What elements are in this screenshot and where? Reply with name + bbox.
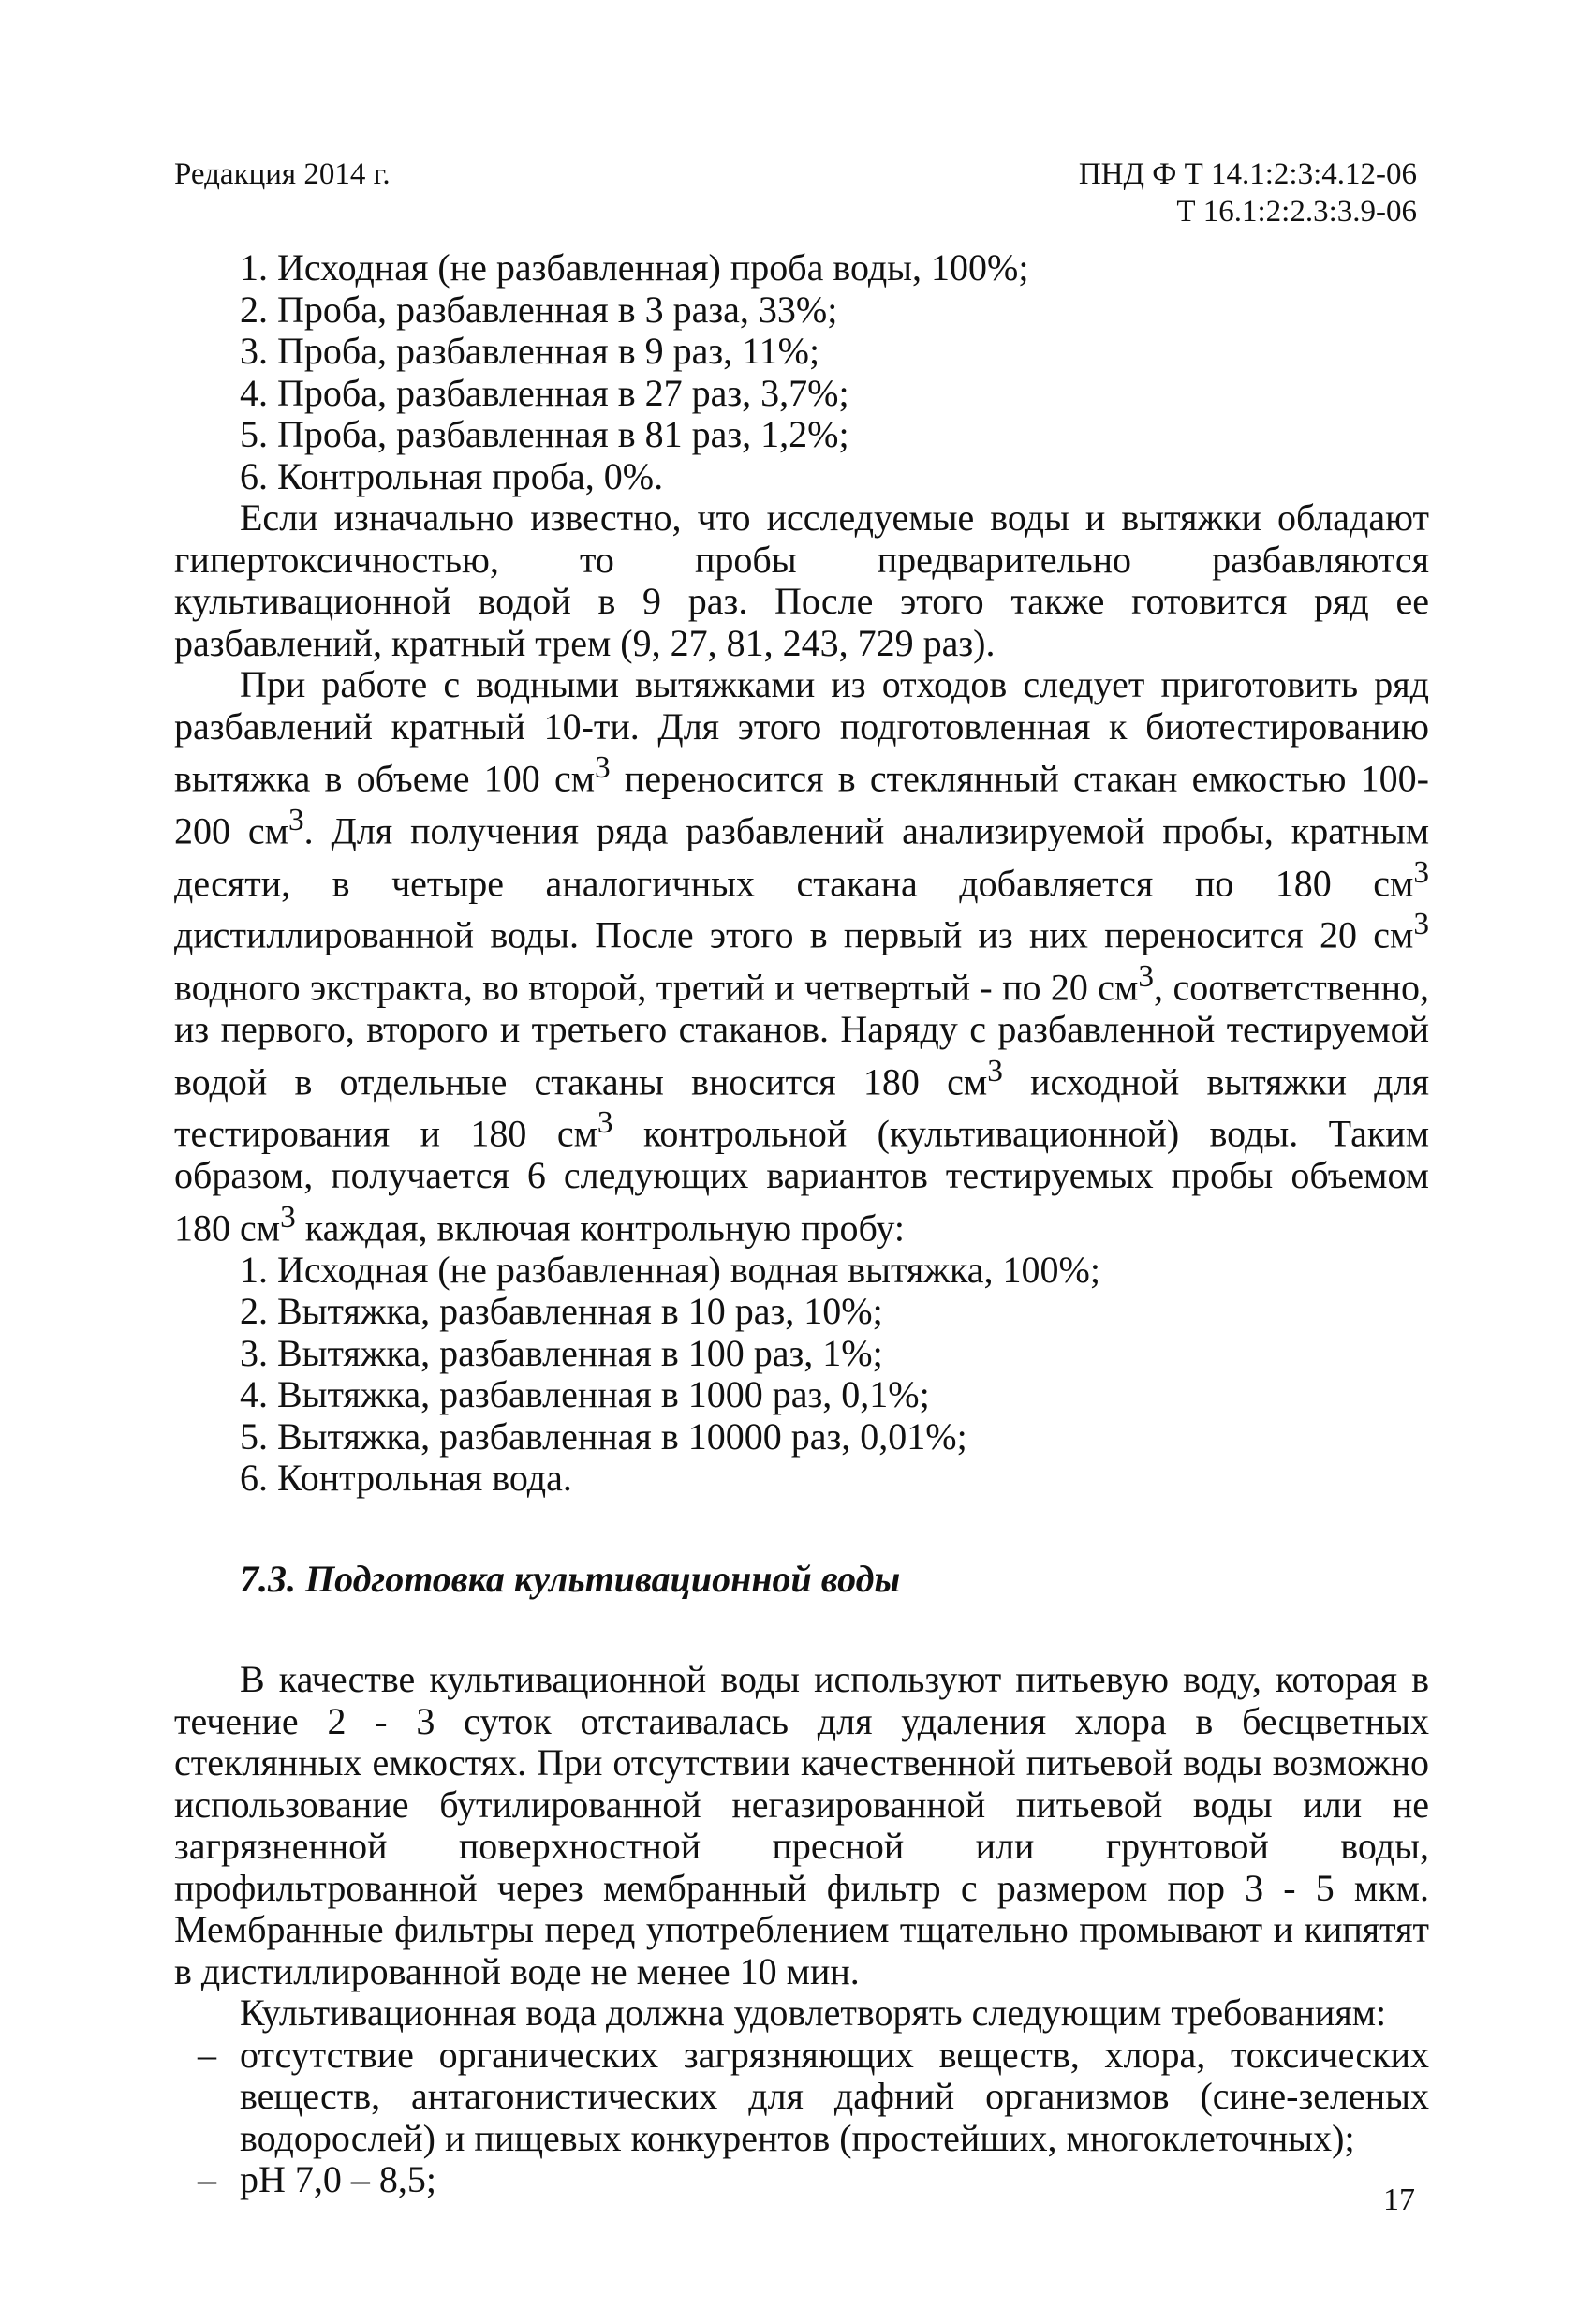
- superscript: 3: [987, 1053, 1003, 1088]
- list-item: 5. Вытяжка, разбавленная в 10000 раз, 0,01%;: [240, 1414, 967, 1458]
- page-number: 17: [1383, 2183, 1415, 2217]
- text-segment: переносится в стеклянный стакан емкостью 100-200 см: [174, 757, 1429, 852]
- text-segment: . Для получения ряда разбавлений анализируемой пробы, кратным десяти, в четыре аналогичных стакана добавляется по 180 см: [174, 809, 1430, 904]
- list-item: 1. Исходная (не разбавленная) проба воды, 100%;: [240, 246, 1029, 289]
- list-item: 4. Проба, разбавленная в 27 раз, 3,7%;: [240, 371, 849, 414]
- requirement-text: отсутствие органических загрязняющих веществ, хлора, токсических веществ, антагонистических для дафний организмов (сине-зеленых водорослей) и пищевых конкурентов (простейших, многоклеточных);: [240, 2033, 1429, 2159]
- list-item: 3. Проба, разбавленная в 9 раз, 11%;: [240, 330, 820, 372]
- paragraph-cultivation-water: В качестве культивационной воды используют питьевую воду, которая в течение 2 - 3 суток отстаивалась для удаления хлора в бесцветных стеклянных емкостях. При отсутствии качественной питьевой воды возможно использование бутилированной негазированной питьевой воды или не загрязненной поверхностной пресной или грунтовой воды, профильтрованной через мембранный фильтр с размером пор 3 - 5 мкм. Мембранные фильтры перед употреблением тщательно промывают и кипятят в дистиллированной воде не менее 10 мин.: [174, 1658, 1429, 1992]
- list-item: 6. Контрольная вода.: [240, 1457, 572, 1500]
- superscript: 3: [1413, 854, 1429, 890]
- requirement-item: [174, 2159, 1429, 2201]
- dash-bullet: –: [198, 2033, 216, 2076]
- text-segment: контрольной (культивационной) воды. Таким образом, получается 6 следующих вариантов тестируемых пробы объемом 180 см: [174, 1112, 1430, 1250]
- document-code-line-2: Т 16.1:2:2.3:3.9-06: [1176, 195, 1417, 229]
- list-item: 3. Вытяжка, разбавленная в 100 раз, 1%;: [240, 1331, 883, 1374]
- section-heading: 7.3. Подготовка культивационной воды: [240, 1557, 901, 1600]
- list-item: 4. Вытяжка, разбавленная в 1000 раз, 0,1%;: [240, 1373, 930, 1416]
- edition-label: Редакция 2014 г.: [174, 157, 391, 191]
- list-item: 6. Контрольная проба, 0%.: [240, 454, 664, 497]
- list-item: 2. Проба, разбавленная в 3 раза, 33%;: [240, 288, 838, 331]
- requirement-text: pH 7,0 – 8,5;: [240, 2158, 436, 2201]
- dilution-list-extract: [174, 1250, 1429, 1500]
- list-item: 1. Исходная (не разбавленная) водная вытяжка, 100%;: [240, 1248, 1100, 1291]
- dilution-list-water: [174, 247, 1429, 497]
- superscript: 3: [595, 750, 611, 785]
- requirements-list: [174, 2035, 1429, 2201]
- dash-bullet: –: [198, 2158, 216, 2201]
- list-item: 2. Вытяжка, разбавленная в 10 раз, 10%;: [240, 1290, 883, 1333]
- document-body: [174, 247, 1429, 2201]
- text-segment: исходной вытяжки для тестирования и 180 см: [174, 1059, 1429, 1155]
- paragraph-requirements-intro: Культивационная вода должна удовлетворять следующим требованиям:: [240, 1991, 1387, 2035]
- document-code: [1079, 155, 1417, 230]
- document-code-line-1: ПНД Ф Т 14.1:2:3:4.12-06: [1078, 157, 1417, 191]
- text-segment: дистиллированной воды. После этого в первый из них переносится 20 см: [174, 913, 1414, 956]
- paragraph-hypertoxicity: Если изначально известно, что исследуемые воды и вытяжки обладают гипертоксичностью, то пробы предварительно разбавляются культивационной водой в 9 раз. После этого также готовится ряд ее разбавлений, кратный трем (9, 27, 81, 243, 729 раз).: [174, 496, 1429, 664]
- superscript: 3: [1413, 907, 1429, 942]
- requirement-item: [174, 2035, 1429, 2160]
- text-segment: водного экстракта, во второй, третий и четвертый - по 20 см: [174, 966, 1139, 1009]
- superscript: 3: [280, 1199, 296, 1235]
- paragraph-extract-dilutions: [174, 664, 1429, 1250]
- text-segment: При работе с водными вытяжками из отходов следует приготовить ряд разбавлений кратный 10-ти. Для этого подготовленная к биотестированию вытяжка в объеме 100 см: [174, 663, 1429, 800]
- text-segment: каждая, включая контрольную пробу:: [295, 1206, 905, 1250]
- text-segment: , соответственно, из первого, второго и третьего стаканов. Наряду с разбавленной тестируемой водой в отдельные стаканы вносится 180 см: [174, 966, 1429, 1103]
- superscript: 3: [288, 802, 304, 837]
- superscript: 3: [597, 1105, 613, 1141]
- superscript: 3: [1138, 959, 1155, 995]
- list-item: 5. Проба, разбавленная в 81 раз, 1,2%;: [240, 413, 849, 455]
